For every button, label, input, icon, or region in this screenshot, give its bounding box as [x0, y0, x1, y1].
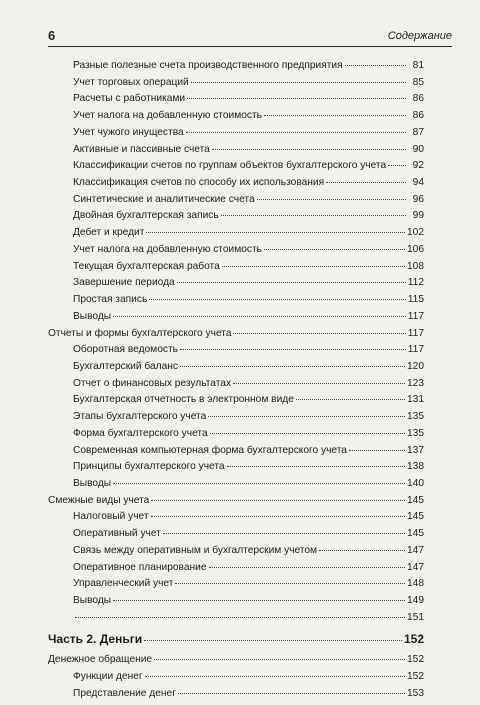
toc-entry-title: Отчеты и формы бухгалтерского учета	[48, 327, 232, 339]
toc-entry	[48, 428, 424, 445]
toc-entry-page: 148	[407, 578, 424, 590]
toc-entry-title: Учет чужого инущества	[73, 126, 184, 138]
toc-entry-title: Синтетические и аналитические счета	[73, 193, 255, 205]
toc-entry	[48, 93, 424, 110]
dot-leader	[151, 500, 405, 501]
toc-entry-title: Классификация счетов по способу их использования	[73, 177, 325, 189]
toc-entry-page: 131	[407, 394, 424, 406]
dot-leader	[187, 98, 406, 99]
toc-entry-title: Учет налога на добавленную стоимость	[73, 243, 262, 255]
toc-entry-page: 140	[407, 477, 424, 489]
toc-entry-page: 149	[407, 595, 424, 606]
dot-leader	[180, 349, 406, 350]
toc-entry-title: Дебет и кредит	[73, 227, 145, 239]
toc-entry-page: 85	[412, 76, 424, 88]
toc-entry-page: 106	[407, 243, 424, 255]
dot-leader	[233, 383, 405, 384]
dot-leader	[177, 282, 406, 283]
toc-entry	[48, 261, 424, 278]
toc-entry	[48, 545, 424, 562]
toc-part-entry	[48, 628, 424, 654]
toc-entry	[48, 344, 424, 361]
dot-leader	[296, 399, 405, 400]
toc-entry-title: Форма бухгалтерского учета	[73, 427, 208, 439]
toc-entry-page: 96	[412, 193, 424, 205]
dot-leader	[180, 366, 405, 367]
dot-leader	[210, 433, 405, 434]
toc-entry-title: Смежные виды учета	[48, 494, 150, 506]
toc-entry-title: Представление денег	[73, 687, 176, 699]
toc-entry-page: 117	[407, 344, 424, 356]
toc-entry-page: 137	[407, 444, 424, 456]
toc-entry-title: Отчет о финансовых результатах	[73, 377, 232, 389]
toc-entry-title: Классификации счетов по группам объектов бухгалтерского учета	[73, 160, 387, 172]
dot-leader	[75, 617, 405, 618]
toc-entry	[48, 77, 424, 94]
toc-entry-title: Оборотная ведомость	[73, 344, 178, 356]
dot-leader	[326, 182, 406, 183]
toc-entry-title: Часть 2. Деньги	[48, 632, 143, 647]
dot-leader	[113, 316, 406, 317]
toc-entry-page: 153	[407, 687, 424, 699]
toc-entry-title: Денежное обращение	[48, 654, 153, 666]
dot-leader	[113, 600, 405, 601]
page-number: 6	[48, 28, 56, 43]
dot-leader	[388, 165, 406, 166]
toc-entry-title: Активные и пассивные счета	[73, 143, 210, 155]
toc-entry	[48, 445, 424, 462]
toc-entry-title: Учет торговых операций	[73, 76, 189, 88]
toc-entry-page: 123	[407, 377, 424, 389]
toc-entry-page: 147	[407, 544, 424, 556]
toc-entry-title: Разные полезные счета производственного предприятия	[73, 60, 343, 71]
toc-entry-title: Этапы бухгалтерского учета	[73, 411, 207, 423]
toc-entry-page: 152	[403, 632, 424, 647]
toc-entry-page: 115	[407, 294, 424, 306]
dot-leader	[146, 232, 405, 233]
dot-leader	[113, 483, 405, 484]
toc-entry	[48, 654, 424, 671]
toc-entry	[48, 688, 424, 705]
dot-leader	[349, 450, 405, 451]
toc-entry-title: Выводы	[73, 477, 112, 489]
dot-leader	[145, 676, 405, 677]
toc-entry	[48, 478, 424, 495]
toc-entry-page: 135	[407, 427, 424, 439]
toc-entry-title: Принципы бухгалтерского учета	[73, 461, 225, 473]
dot-leader	[208, 416, 405, 417]
table-of-contents	[48, 60, 424, 705]
toc-entry-title: Расчеты с работниками	[73, 93, 186, 105]
toc-entry	[48, 144, 424, 161]
dot-leader	[163, 533, 405, 534]
toc-entry-page: 138	[407, 461, 424, 473]
toc-entry-title: Учет налога на добавленную стоимость	[73, 110, 262, 122]
toc-entry	[48, 528, 424, 545]
toc-entry-page: 102	[407, 227, 424, 239]
toc-entry	[48, 227, 424, 244]
toc-entry-page: 86	[412, 93, 424, 105]
page-header	[48, 28, 452, 47]
toc-entry	[48, 294, 424, 311]
toc-entry	[48, 595, 424, 612]
toc-entry-page: 147	[407, 561, 424, 573]
toc-entry	[48, 60, 424, 77]
dot-leader	[319, 550, 405, 551]
toc-entry	[48, 194, 424, 211]
dot-leader	[144, 640, 402, 641]
toc-entry-page: 117	[407, 327, 424, 339]
toc-entry-page: 99	[412, 210, 424, 222]
toc-entry-page: 108	[407, 260, 424, 272]
toc-entry-page: 152	[407, 671, 424, 683]
toc-entry	[48, 110, 424, 127]
toc-entry	[48, 177, 424, 194]
dot-leader	[222, 266, 405, 267]
toc-entry-page: 145	[407, 494, 424, 506]
toc-entry	[48, 244, 424, 261]
dot-leader	[345, 65, 406, 66]
toc-entry-title: Управленческий учет	[73, 578, 174, 590]
toc-entry-title: Текущая бухгалтерская работа	[73, 260, 220, 272]
toc-entry-title: Налоговый учет	[73, 511, 149, 523]
section-title: Содержание	[387, 30, 452, 42]
toc-entry-page: 94	[412, 177, 424, 189]
dot-leader	[151, 516, 405, 517]
toc-entry-page: 135	[407, 411, 424, 423]
dot-leader	[178, 693, 405, 694]
dot-leader	[154, 659, 405, 660]
dot-leader	[191, 82, 406, 83]
toc-entry	[48, 394, 424, 411]
toc-entry	[48, 511, 424, 528]
toc-entry-page: 151	[407, 611, 424, 623]
toc-entry	[48, 127, 424, 144]
toc-entry-title: Связь между оперативным и бухгалтерским учетом	[73, 544, 318, 556]
toc-entry-page: 152	[407, 654, 424, 666]
toc-entry-title: Выводы	[73, 310, 112, 322]
toc-entry	[48, 612, 424, 629]
toc-entry	[48, 671, 424, 688]
toc-entry	[48, 411, 424, 428]
toc-entry	[48, 311, 424, 328]
dot-leader	[175, 583, 405, 584]
toc-entry-title: Бухгалтерская отчетность в электронном виде	[73, 394, 294, 406]
dot-leader	[227, 466, 405, 467]
dot-leader	[233, 333, 405, 334]
dot-leader	[212, 149, 406, 150]
toc-entry	[48, 495, 424, 512]
toc-entry-page: 92	[412, 160, 424, 172]
toc-entry-page: 145	[407, 511, 424, 523]
dot-leader	[149, 299, 405, 300]
toc-entry	[48, 378, 424, 395]
toc-entry	[48, 210, 424, 227]
dot-leader	[264, 115, 406, 116]
toc-entry	[48, 578, 424, 595]
toc-entry-page: 81	[412, 60, 424, 71]
toc-entry	[48, 160, 424, 177]
toc-entry-page: 120	[407, 360, 424, 372]
toc-entry-title: Двойная бухгалтерская запись	[73, 210, 219, 222]
toc-entry-page: 145	[407, 528, 424, 540]
toc-entry-page: 87	[412, 126, 424, 138]
toc-entry-title: Современная компьютерная форма бухгалтерского учета	[73, 444, 347, 456]
dot-leader	[221, 215, 406, 216]
dot-leader	[209, 567, 406, 568]
dot-leader	[186, 132, 406, 133]
toc-entry-page: 112	[407, 277, 424, 289]
toc-entry-title: Завершение периода	[73, 277, 175, 289]
dot-leader	[264, 249, 405, 250]
toc-entry-title: Оперативное планирование	[73, 561, 207, 573]
toc-entry-page: 86	[412, 110, 424, 122]
toc-entry-title: Оперативный учет	[73, 528, 161, 540]
toc-entry	[48, 277, 424, 294]
toc-entry-page: 117	[407, 310, 424, 322]
toc-entry-title: Выводы	[73, 595, 112, 606]
dot-leader	[257, 199, 406, 200]
toc-entry-title: Функции денег	[73, 671, 143, 683]
toc-entry-title: Простая запись	[73, 294, 148, 306]
toc-entry	[48, 461, 424, 478]
toc-entry	[48, 562, 424, 579]
toc-entry	[48, 328, 424, 345]
toc-entry-title: Бухгалтерский баланс	[73, 360, 178, 372]
toc-entry-page: 90	[412, 143, 424, 155]
toc-entry	[48, 361, 424, 378]
